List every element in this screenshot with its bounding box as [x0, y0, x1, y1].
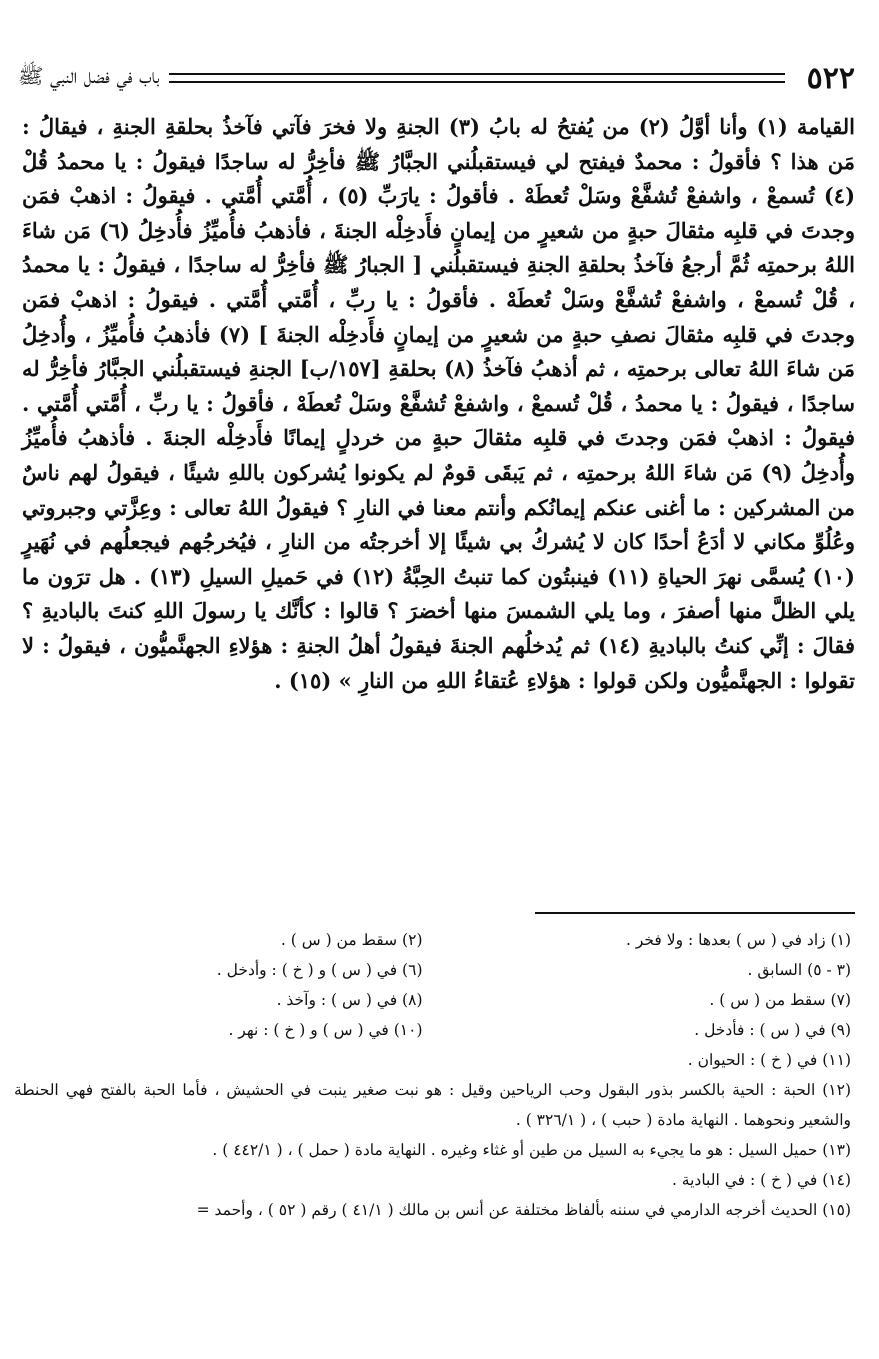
running-title: باب في فضل النبي ﷺ	[18, 63, 160, 88]
main-text	[22, 110, 855, 698]
page-header	[18, 58, 855, 98]
header-double-rule	[169, 73, 784, 83]
footnote: (٣ - ٥) السابق .	[747, 961, 851, 979]
footnote: (٧) سقط من ( س ) .	[709, 991, 851, 1009]
footnote: (١) زاد في ( س ) بعدها : ولا فخر .	[625, 931, 851, 949]
footnote: (١٢) الحبة : الحية بالكسر بذور البقول وحب الرياحين وقيل : هو نبت صغير ينبت في الحشيش ، فأما الحبة بالفتح فهي الحنطة والشعير ونحوهما . النهاية مادة ( حبب ) ، ( ٣٢٦/١ ) .	[14, 1081, 851, 1129]
footnote-separator	[535, 912, 855, 914]
footnote: (١٠) في ( س ) و ( خ ) : نهر .	[228, 1021, 423, 1039]
hadith-paragraph: القيامة (١) وأنا أوَّلُ (٢) من يُفتحُ له بابُ (٣) الجنةِ ولا فخرَ فآتي فآخذُ بحلقةِ الجنةِ ، فيقالُ : مَن هذا ؟ فأقولُ : محمدٌ فيفتح لي فيستقبلُني الجبَّارُ ﷺ فأخِرُّ له ساجدًا فيقولُ : يا محمدُ قُلْ (٤) تُسمعْ ، واشفعْ تُشفَّعْ وسَلْ تُعطَهْ . فأقولُ : يارَبِّ (٥) ، أُمَّتي أُمَّتي . فيقولُ : اذهبْ فمَن وجدتَ في قلبِه مثقالَ حبةٍ من شعيرٍ من إيمانٍ فأَدخِلْه الجنةَ ، فأذهبُ فأُميِّزُ فأُدخِلُ (٦) مَن شاءَ اللهُ برحمتِه ثُمَّ أرجعُ فآخذُ بحلقةِ الجنةِ فيستقبلُني [ الجبارُ ﷺ فأخِرُّ له ساجدًا ، فيقولُ : يا محمدُ ، قُلْ تُسمعْ ، واشفعْ تُشفَّعْ وسَلْ تُعطَهْ . فأقولُ : يا ربِّ ، أُمَّتي أُمَّتي . فيقولُ : اذهبْ فمَن وجدتَ في قلبِه مثقالَ نصفِ حبةٍ من شعيرٍ من إيمانٍ فأَدخِلْه الجنةَ ] (٧) فأذهبُ فأُميِّزُ ، وأُدخِلُ مَن شاءَ اللهُ تعالى برحمتِه ، ثم أذهبُ فآخذُ (٨) بحلقةِ [١٥٧/ب] الجنةِ فيستقبلُني الجبَّارُ فأخِرُّ له ساجدًا ، فيقولُ : يا محمدُ ، قُلْ تُسمعْ ، واشفعْ تُشفَّعْ وسَلْ تُعطَهْ ، فأقولُ : يا ربِّ ، أُمَّتي أُمَّتي . فيقولُ : اذهبْ فمَن وجدتَ في قلبِه مثقالَ حبةٍ من خردلٍ إيمانًا فأَدخِلْه الجنةَ . فأذهبُ فأُميِّزُ وأُدخِلُ (٩) مَن شاءَ اللهُ برحمتِه ، ثم يَبقَى قومٌ لم يكونوا يُشركون باللهِ شيئًا ، فيقولُ لهم ناسٌ من المشركين : ما أغنى عنكم إيمانُكم وأنتم معنا في النارِ ؟ فيقولُ اللهُ تعالى : وعِزَّتي وجبروتي وعُلُوِّ مكاني لا أدَعُ أحدًا كان لا يُشركُ بي شيئًا إلا أخرجتُه من النارِ ، فيُخرجُهم فيجعلُهم في نُهَيرٍ (١٠) يُسمَّى نهرَ الحياةِ (١١) فينبتُون كما تنبتُ الحِبَّةُ (١٢) في حَميلِ السيلِ (١٣) . هل ترَون ما يلي الظلَّ منها أصفرَ ، وما يلي الشمسَ منها أخضرَ ؟ قالوا : كأنَّك يا رسولَ اللهِ كنتَ بالباديةِ ؟ فقالَ : إنِّي كنتُ بالباديةِ (١٤) ثم يُدخلُهم الجنةَ فيقولُ أهلُ الجنةِ : هؤلاءِ الجهنَّميُّون ، فيقولُ : لا تقولوا : الجهنَّميُّون ولكن قولوا : هؤلاءِ عُتقاءُ اللهِ من النارِ » (١٥) .	[22, 114, 855, 693]
footnote: (٩) في ( س ) : فأدخل .	[694, 1021, 851, 1039]
footnotes-short-grid	[14, 925, 851, 1045]
footnotes	[14, 925, 851, 1225]
footnote: (٦) في ( س ) و ( خ ) : وأدخل .	[216, 961, 423, 979]
page-number: ٥٢٢	[806, 60, 855, 96]
footnote: (١١) في ( خ ) : الحيوان .	[687, 1051, 851, 1069]
footnote: (٢) سقط من ( س ) .	[280, 931, 423, 949]
footnote: (١٥) الحديث أخرجه الدارمي في سننه بألفاظ مختلفة عن أنس بن مالك ( ٤١/١ ) رقم ( ٥٢ ) ، وأحمد =	[196, 1201, 851, 1219]
footnote: (١٣) حميل السيل : هو ما يجيء به السيل من طين أو غثاء وغيره . النهاية مادة ( حمل ) ، ( ٤٤٢/١ ) .	[212, 1141, 851, 1159]
footnote: (١٤) في ( خ ) : في البادية .	[671, 1171, 851, 1189]
footnote: (٨) في ( س ) : وآخذ .	[276, 991, 423, 1009]
